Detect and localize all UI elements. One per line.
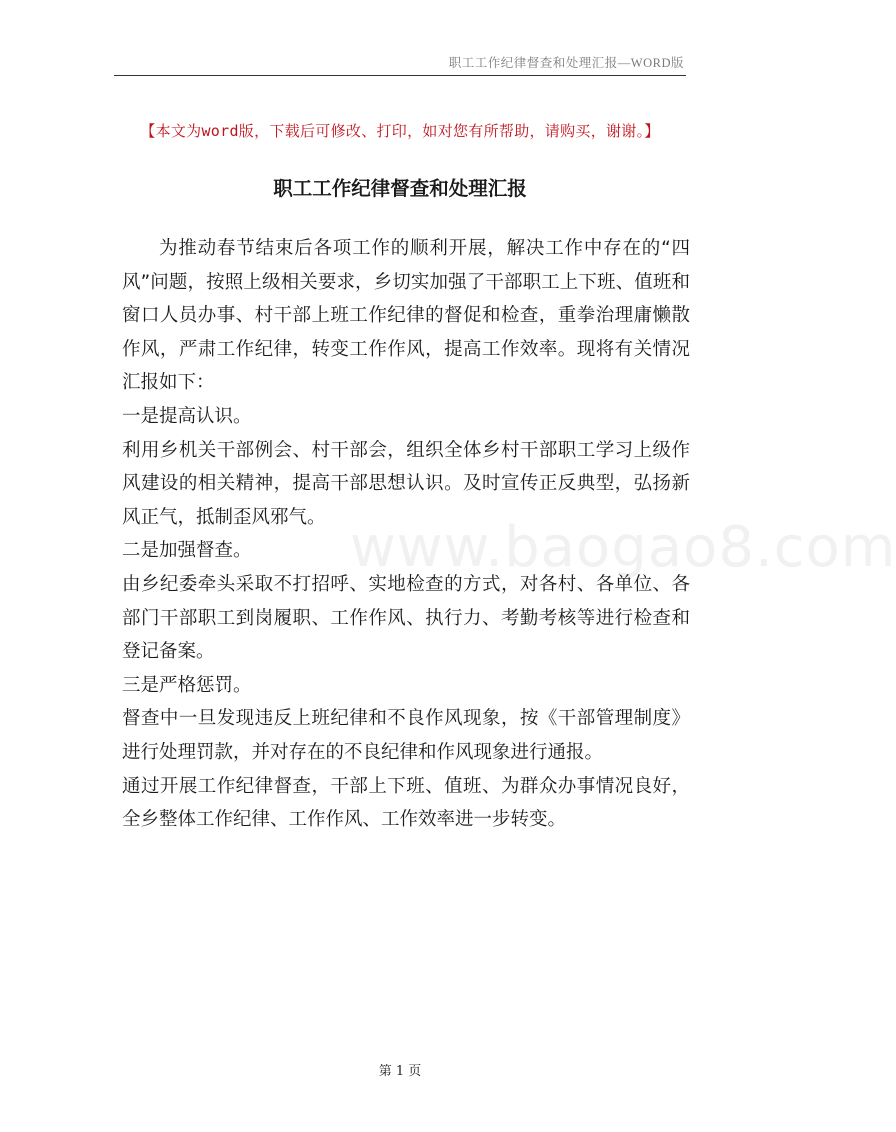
section-heading-3: 三是严格惩罚。 — [122, 674, 252, 696]
document-body — [122, 232, 690, 837]
section-heading-2: 二是加强督查。 — [122, 540, 252, 562]
purchase-notice: 【本文为word版，下载后可修改、打印，如对您有所帮助，请购买，谢谢。】 — [140, 122, 660, 140]
section-heading-1: 一是提高认识。 — [122, 405, 252, 427]
intro-paragraph: 为推动春节结束后各项工作的顺利开展，解决工作中存在的“四风”问题，按照上级相关要求，乡切实加强了干部职工上下班、值班和窗口人员办事、村干部上班工作纪律的督促和检查，重拳治理庸懒散作风，严肃工作纪律，转变工作作风，提高工作效率。现将有关情况汇报如下： — [122, 238, 690, 394]
section-body-1: 利用乡机关干部例会、村干部会，组织全体乡村干部职工学习上级作风建设的相关精神，提高干部思想认识。及时宣传正反典型，弘扬新风正气，抵制歪风邪气。 — [122, 439, 690, 528]
section-body-3: 督查中一旦发现违反上班纪律和不良作风现象，按《干部管理制度》进行处理罚款，并对存在的不良纪律和作风现象进行通报。 — [122, 708, 690, 763]
watermark-text: www.baogao8.com — [350, 515, 896, 580]
running-header: 职工工作纪律督查和处理汇报—WORD版 — [448, 56, 684, 70]
header-divider — [114, 75, 686, 76]
conclusion-paragraph: 通过开展工作纪律督查，干部上下班、值班、为群众办事情况良好，全乡整体工作纪律、工作作风、工作效率进一步转变。 — [122, 775, 690, 831]
page-number: 第 1 页 — [378, 1064, 422, 1079]
document-title: 职工工作纪律督查和处理汇报 — [273, 177, 527, 200]
section-body-2: 由乡纪委牵头采取不打招呼、实地检查的方式，对各村、各单位、各部门干部职工到岗履职、工作作风、执行力、考勤考核等进行检查和登记备案。 — [122, 573, 690, 663]
